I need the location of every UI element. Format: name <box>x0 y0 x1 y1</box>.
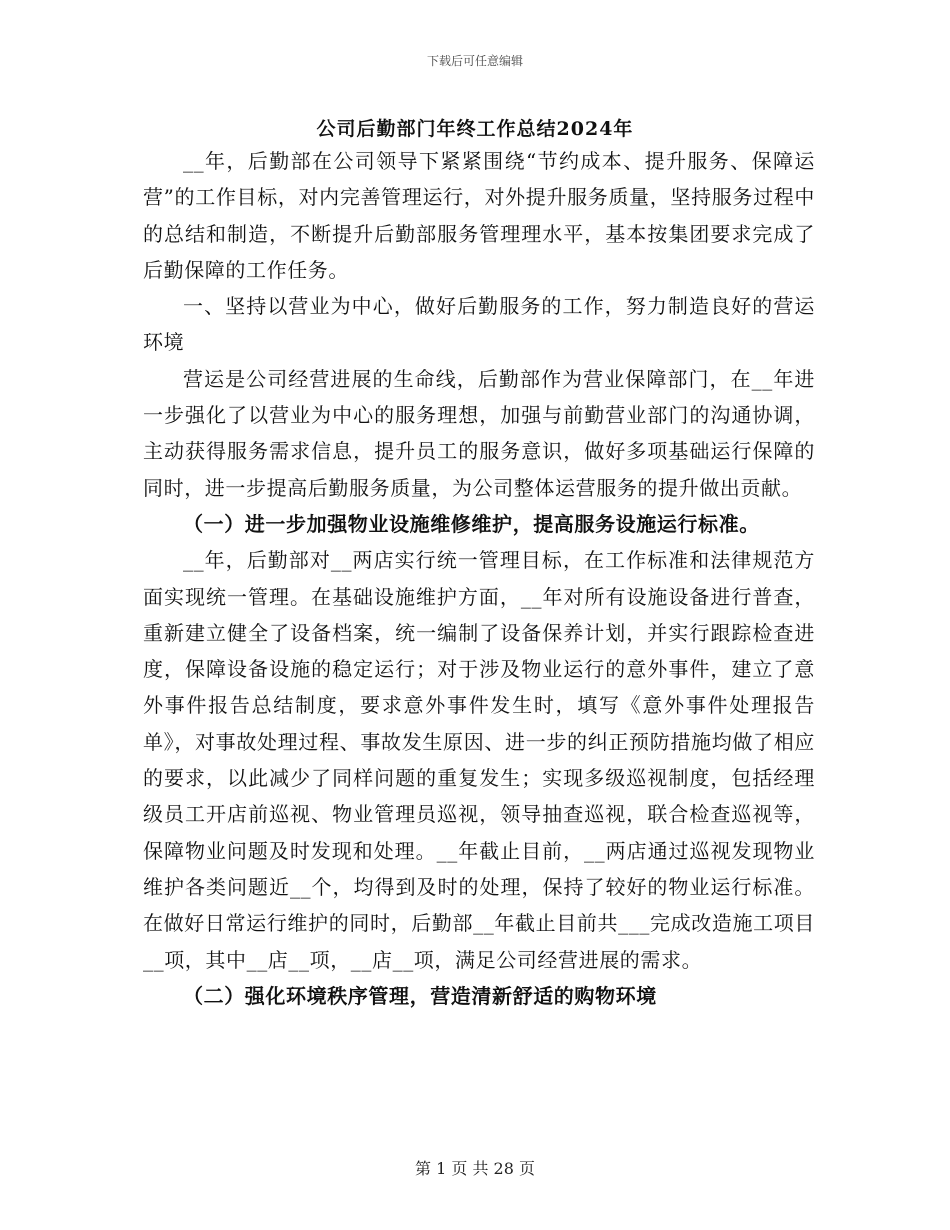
document-title: 公司后勤部门年终工作总结2024年 <box>316 118 634 140</box>
page-footer-number: 第 1 页 共 28 页 <box>415 1159 535 1178</box>
paragraph-intro: __年，后勤部在公司领导下紧紧围绕“节约成本、提升服务、保障运营”的工作目标，对内完善管理运行，对外提升服务质量，坚持服务过程中的总结和制造，不断提升后勤部服务管理理水平，基本按集团要求完成了后勤保障的工作任务。 <box>143 149 815 282</box>
page-header-note: 下载后可任意编辑 <box>426 54 523 68</box>
paragraph-operations: 营运是公司经营进展的生命线，后勤部作为营业保障部门，在__年进一步强化了以营业为中心的服务理想，加强与前勤营业部门的沟通协调，主动获得服务需求信息，提升员工的服务意识，做好多项基础运行保障的同时，进一步提高后勤服务质量，为公司整体运营服务的提升做出贡献。 <box>143 366 815 500</box>
subsection-heading-1: （一）进一步加强物业设施维修维护，提高服务设施运行标准。 <box>183 511 760 536</box>
subsection-heading-2: （二）强化环境秩序管理，营造清新舒适的购物环境 <box>183 983 657 1008</box>
document-body <box>143 143 815 1014</box>
section-heading-1: 一、坚持以营业为中心，做好后勤服务的工作，努力制造良好的营运环境 <box>143 294 815 355</box>
paragraph-facilities: __年，后勤部对__两店实行统一管理目标，在工作标准和法律规范方面实现统一管理。在基础设施维护方面，__年对所有设施设备进行普查，重新建立健全了设备档案，统一编制了设备保养计划，并实行跟踪检查进度，保障设备设施的稳定运行；对于涉及物业运行的意外事件，建立了意外事件报告总结制度，要求意外事件发生时，填写《意外事件处理报告单》，对事故处理过程、事故发生原因、进一步的纠正预防措施均做了相应的要求，以此减少了同样问题的重复发生；实现多级巡视制度，包括经理级员工开店前巡视、物业管理员巡视，领导抽查巡视，联合检查巡视等，保障物业问题及时发现和处理。__年截止目前，__两店通过巡视发现物业维护各类问题近__个，均得到及时的处理，保持了较好的物业运行标准。在做好日常运行维护的同时，后勤部__年截止目前共___完成改造施工项目__项，其中__店__项，__店__项，满足公司经营进展的需求。 <box>143 548 815 972</box>
